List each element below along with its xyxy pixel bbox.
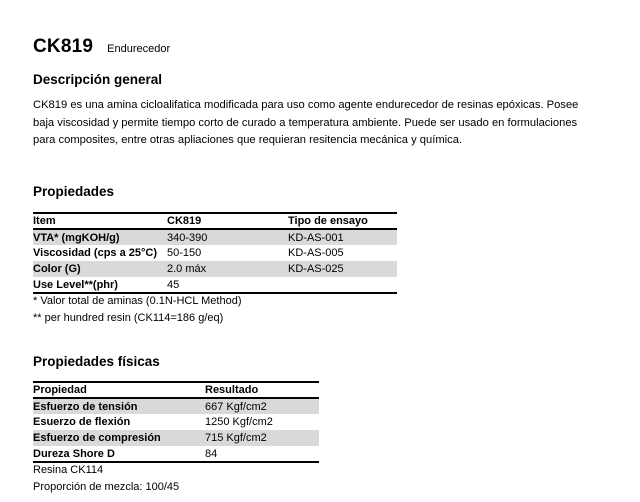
property-item: VTA* (mgKOH/g) [33,229,167,245]
physical-result: 1250 Kgf/cm2 [205,416,273,428]
description-line: para composites, entre otras apliaciones que requieran resitencia mecánica y química. [33,134,463,146]
table-row [33,277,397,293]
description-line: baja viscosidad y permite tiempo corto de curado a temperatura ambiente. Puede ser usado en formulaciones [33,116,578,129]
column-header-value: CK819 [167,215,202,227]
property-item: Viscosidad (cps a 25°C) [33,247,158,259]
table-header-row [33,213,397,229]
table-row [33,398,319,414]
product-code: CK819 [33,36,94,57]
properties-heading: Propiedades [33,184,115,199]
table-row [33,261,397,277]
table-header-row [33,382,319,398]
column-header-property: Propiedad [33,384,87,396]
table-row [33,245,397,261]
properties-table [33,212,397,294]
physical-footnote: Proporción de mezcla: 100/45 [33,481,180,493]
table-row [33,446,319,462]
physical-property: Dureza Shore D [33,447,115,460]
physical-property: Esuerzo de flexión [33,416,131,428]
column-header-test: Tipo de ensayo [288,215,368,227]
property-value: 45 [167,278,180,291]
physical-result: 667 Kgf/cm2 [205,398,319,414]
general-description [33,97,623,150]
column-header-item: Item [33,215,56,227]
physical-properties-heading: Propiedades físicas [33,354,160,369]
property-item: Color (G) [33,261,167,277]
physical-result: 84 [205,447,218,460]
physical-property: Esfuerzo de compresión [33,430,205,446]
general-description-heading: Descripción general [33,72,163,87]
property-value: 2.0 máx [167,261,288,277]
product-type: Endurecedor [107,43,171,55]
physical-properties-table [33,381,319,463]
physical-result: 715 Kgf/cm2 [205,430,319,446]
properties-footnote: * Valor total de aminas (0.1N-HCL Method) [33,295,242,307]
column-header-result: Resultado [205,384,259,396]
physical-footnote: Resina CK114 [33,464,104,476]
description-line: CK819 es una amina cicloalifatica modificada para uso como agente endurecedor de resinas epóxicas. Posee [33,99,579,111]
title-row [33,36,170,58]
table-row [33,430,319,446]
property-item: Use Level**(phr) [33,278,118,291]
property-value: 50-150 [167,247,202,259]
table-row [33,229,397,245]
property-value: 340-390 [167,229,288,245]
property-test: KD-AS-005 [288,247,344,259]
property-test: KD-AS-001 [288,229,397,245]
property-test [288,277,397,293]
properties-footnote: ** per hundred resin (CK114=186 g/eq) [33,312,224,324]
physical-property: Esfuerzo de tensión [33,398,205,414]
table-row [33,414,319,430]
property-test: KD-AS-025 [288,261,397,277]
